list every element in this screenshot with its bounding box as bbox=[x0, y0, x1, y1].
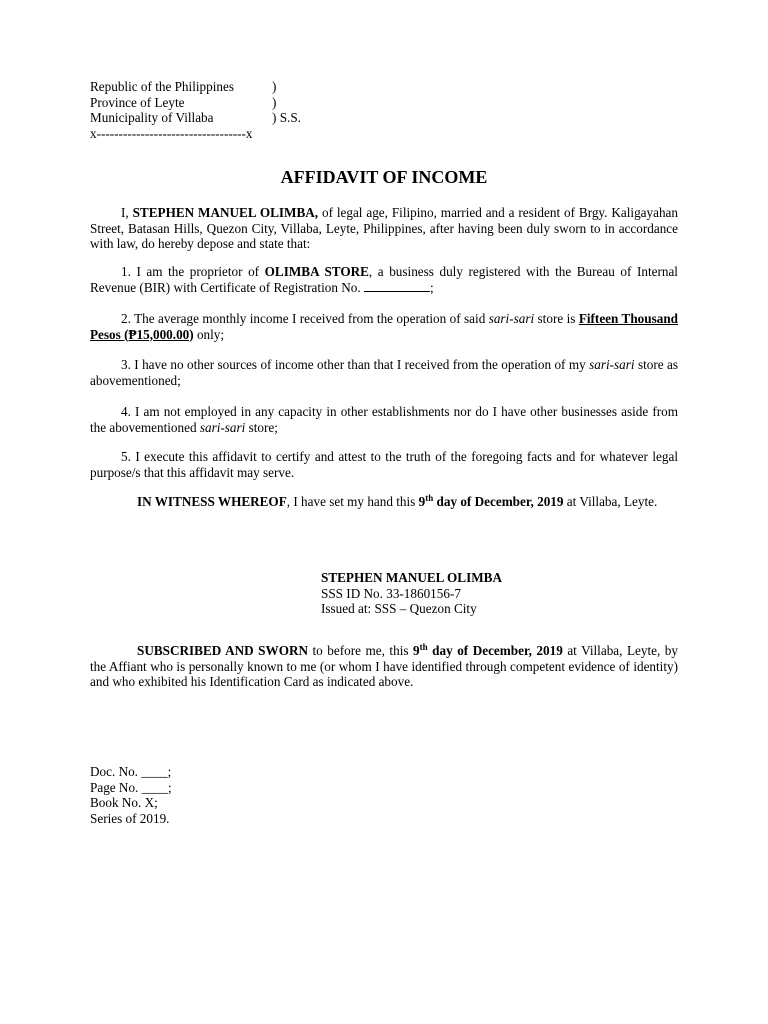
item-1 bbox=[90, 264, 678, 295]
store-name: OLIMBA STORE bbox=[264, 264, 369, 279]
registration-number-blank bbox=[364, 280, 430, 292]
doc-number: Doc. No. ____; bbox=[90, 764, 172, 779]
venue-country-row bbox=[90, 79, 330, 95]
venue-province: Province of Leyte bbox=[90, 94, 185, 110]
witness-day: 9 bbox=[418, 494, 426, 509]
item-4-italic: sari-sari bbox=[199, 419, 246, 435]
intro-lead: I, bbox=[121, 205, 133, 220]
item-5: 5. I execute this affidavit to certify and attest to the truth of the foregoing facts and for whatever legal purpose/s that this affidavit may serve. bbox=[90, 449, 678, 480]
item-1-post: , a business duly registered with the Bureau of Internal Revenue (BIR) with Certificate of Registration No. bbox=[90, 264, 678, 295]
venue-block bbox=[90, 79, 330, 141]
affiant-name: STEPHEN MANUEL OLIMBA, bbox=[132, 205, 319, 220]
item-3 bbox=[90, 357, 678, 388]
venue-ss: ) S.S. bbox=[272, 110, 301, 125]
series-year: Series of 2019. bbox=[90, 810, 170, 826]
signatory-id-issued: Issued at: SSS – Quezon City bbox=[321, 601, 477, 616]
item-1-pre: 1. I am the proprietor of bbox=[121, 264, 265, 279]
item-1-end: ; bbox=[429, 279, 434, 295]
witness-lead: IN WITNESS WHEREOF bbox=[137, 494, 287, 509]
witness-mid: , I have set my hand this bbox=[286, 494, 419, 509]
witness-day-suffix: th bbox=[425, 493, 434, 503]
item-2-italic: sari-sari bbox=[488, 311, 535, 326]
item-2-mid: store is bbox=[534, 311, 579, 326]
item-4 bbox=[90, 404, 678, 435]
page-number: Page No. ____; bbox=[90, 779, 172, 795]
jurat-date: day of December, 2019 bbox=[427, 643, 563, 658]
intro-rest: of legal age, Filipino, married and a resident of Brgy. Kaligayahan Street, Batasan Hills, Quezon City, Villaba, Leyte, Philippines, after having been duly sworn to in accordance with law, do hereby depose and state that: bbox=[90, 205, 678, 251]
signatory-id: SSS ID No. 33-1860156-7 bbox=[321, 585, 461, 601]
witness-end: at Villaba, Leyte. bbox=[563, 494, 658, 509]
venue-municipality: Municipality of Villaba bbox=[90, 110, 214, 125]
item-4-pre: 4. I am not employed in any capacity in other establishments nor do I have other businesses aside from the abovementioned bbox=[90, 404, 678, 435]
venue-country: Republic of the Philippines bbox=[90, 79, 234, 94]
venue-province-paren: ) bbox=[272, 94, 277, 110]
item-4-end: store; bbox=[245, 419, 278, 435]
venue-province-row bbox=[90, 95, 330, 111]
signatory-name: STEPHEN MANUEL OLIMBA bbox=[321, 570, 502, 585]
jurat-mid: to before me, this bbox=[308, 643, 414, 658]
item-2-end: only; bbox=[193, 326, 225, 342]
document-title: AFFIDAVIT OF INCOME bbox=[280, 167, 488, 187]
jurat-end: at Villaba, Leyte, by the Affiant who is personally known to me (or whom I have identified through competent evidence of identity) and who exhibited his Identification Card as indicated above. bbox=[90, 643, 678, 689]
signature-block bbox=[321, 570, 681, 617]
book-number: Book No. X; bbox=[90, 795, 158, 810]
jurat-day-suffix: th bbox=[419, 642, 428, 652]
item-3-end: store as abovementioned; bbox=[90, 357, 678, 388]
intro-paragraph bbox=[90, 205, 678, 252]
venue-municipality-row bbox=[90, 110, 330, 126]
witness-date: day of December, 2019 bbox=[433, 494, 564, 509]
item-3-italic: sari-sari bbox=[589, 357, 635, 372]
jurat-lead: SUBSCRIBED AND SWORN bbox=[137, 643, 308, 658]
item-3-pre: 3. I have no other sources of income other than that I received from the operation of my bbox=[121, 357, 590, 372]
witness-paragraph bbox=[90, 494, 678, 510]
notary-register-block bbox=[90, 764, 390, 826]
item-2 bbox=[90, 311, 678, 342]
jurat-paragraph bbox=[90, 643, 678, 690]
venue-country-paren: ) bbox=[272, 79, 277, 94]
item-2-pre: 2. The average monthly income I received from the operation of said bbox=[121, 311, 489, 326]
jurat-day: 9 bbox=[413, 643, 420, 658]
venue-divider: x----------------------------------x bbox=[90, 125, 253, 141]
income-amount: Fifteen Thousand Pesos (₱15,000.00) bbox=[90, 311, 678, 342]
